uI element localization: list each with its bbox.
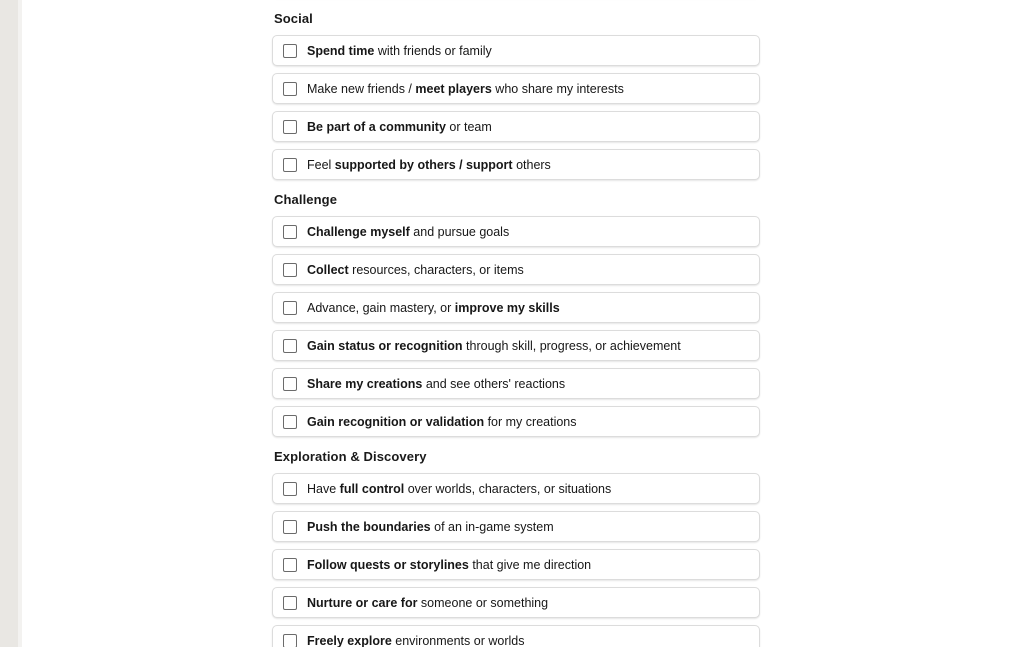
option-label-text: with friends or family [374,43,492,58]
option-label-text: or team [445,119,492,134]
option-label-text: someone or something [417,595,549,610]
survey-option-label [307,557,591,573]
survey-group [272,192,760,437]
checkbox-icon[interactable] [283,520,297,534]
survey-option-row[interactable] [272,216,760,247]
survey-option-label [307,595,548,611]
survey-option-row[interactable] [272,549,760,580]
option-label-text: and see others' reactions [422,376,566,391]
survey-option-label [307,414,577,430]
option-label-emphasis: Share my creations [307,376,423,391]
option-label-text: others [512,157,551,172]
survey-option-row[interactable] [272,73,760,104]
option-label-text: Advance, gain mastery, or [307,300,455,315]
option-label-emphasis: supported by others / support [334,157,513,172]
option-label-emphasis: Gain status or recognition [307,338,463,353]
checkbox-icon[interactable] [283,44,297,58]
survey-option-row[interactable] [272,35,760,66]
checkbox-icon[interactable] [283,558,297,572]
survey-option-label [307,224,509,240]
option-label-text: Feel [307,157,335,172]
survey-option-label [307,519,554,535]
option-label-text: and pursue goals [409,224,510,239]
option-label-emphasis: meet players [415,81,492,96]
checkbox-icon[interactable] [283,634,297,648]
survey-option-label [307,300,560,316]
survey-option-row[interactable] [272,330,760,361]
option-label-emphasis: Collect [307,262,349,277]
option-label-emphasis: Follow quests or storylines [307,557,469,572]
survey-group-title: Challenge [274,192,338,207]
option-label-text: that give me direction [468,557,592,572]
option-label-emphasis: Spend time [307,43,375,58]
checkbox-icon[interactable] [283,339,297,353]
checkbox-icon[interactable] [283,263,297,277]
survey-groups [272,11,760,652]
option-label-emphasis: Push the boundaries [307,519,431,534]
survey-option-row[interactable] [272,111,760,142]
option-label-emphasis: Freely explore [307,633,392,648]
survey-option-label [307,43,492,59]
checkbox-icon[interactable] [283,158,297,172]
option-label-text: through skill, progress, or achievement [462,338,681,353]
viewport-bottom-edge [0,647,1024,652]
survey-option-label [307,81,624,97]
option-label-emphasis: Challenge myself [307,224,410,239]
option-label-emphasis: Gain recognition or validation [307,414,485,429]
checkbox-icon[interactable] [283,82,297,96]
survey-option-row[interactable] [272,511,760,542]
option-label-text: Make new friends / [307,81,416,96]
checkbox-icon[interactable] [283,377,297,391]
survey-option-label [307,481,611,497]
option-label-emphasis: Be part of a community [307,119,446,134]
option-label-text: of an in-game system [430,519,554,534]
survey-group-title: Exploration & Discovery [274,449,427,464]
survey-group-title: Social [274,11,313,26]
option-label-text: who share my interests [491,81,624,96]
survey-option-label [307,376,565,392]
checkbox-icon[interactable] [283,482,297,496]
option-label-emphasis: Nurture or care for [307,595,418,610]
option-label-emphasis: full control [339,481,405,496]
checkbox-icon[interactable] [283,415,297,429]
checkbox-icon[interactable] [283,225,297,239]
survey-option-row[interactable] [272,368,760,399]
option-label-text: Have [307,481,340,496]
survey-option-row[interactable] [272,149,760,180]
option-label-text: environments or worlds [391,633,525,648]
survey-group [272,11,760,180]
survey-option-row[interactable] [272,292,760,323]
survey-option-row[interactable] [272,254,760,285]
survey-option-label [307,262,524,278]
survey-option-label [307,338,681,354]
checkbox-icon[interactable] [283,120,297,134]
survey-option-label [307,119,492,135]
survey-option-row[interactable] [272,406,760,437]
survey-option-column [272,0,760,652]
checkbox-icon[interactable] [283,301,297,315]
checkbox-icon[interactable] [283,596,297,610]
option-label-text: for my creations [484,414,577,429]
survey-option-row[interactable] [272,587,760,618]
option-label-emphasis: improve my skills [454,300,560,315]
survey-option-label [307,157,551,173]
survey-option-row[interactable] [272,473,760,504]
option-label-text: resources, characters, or items [348,262,524,277]
option-label-text: over worlds, characters, or situations [404,481,612,496]
survey-group [272,449,760,652]
